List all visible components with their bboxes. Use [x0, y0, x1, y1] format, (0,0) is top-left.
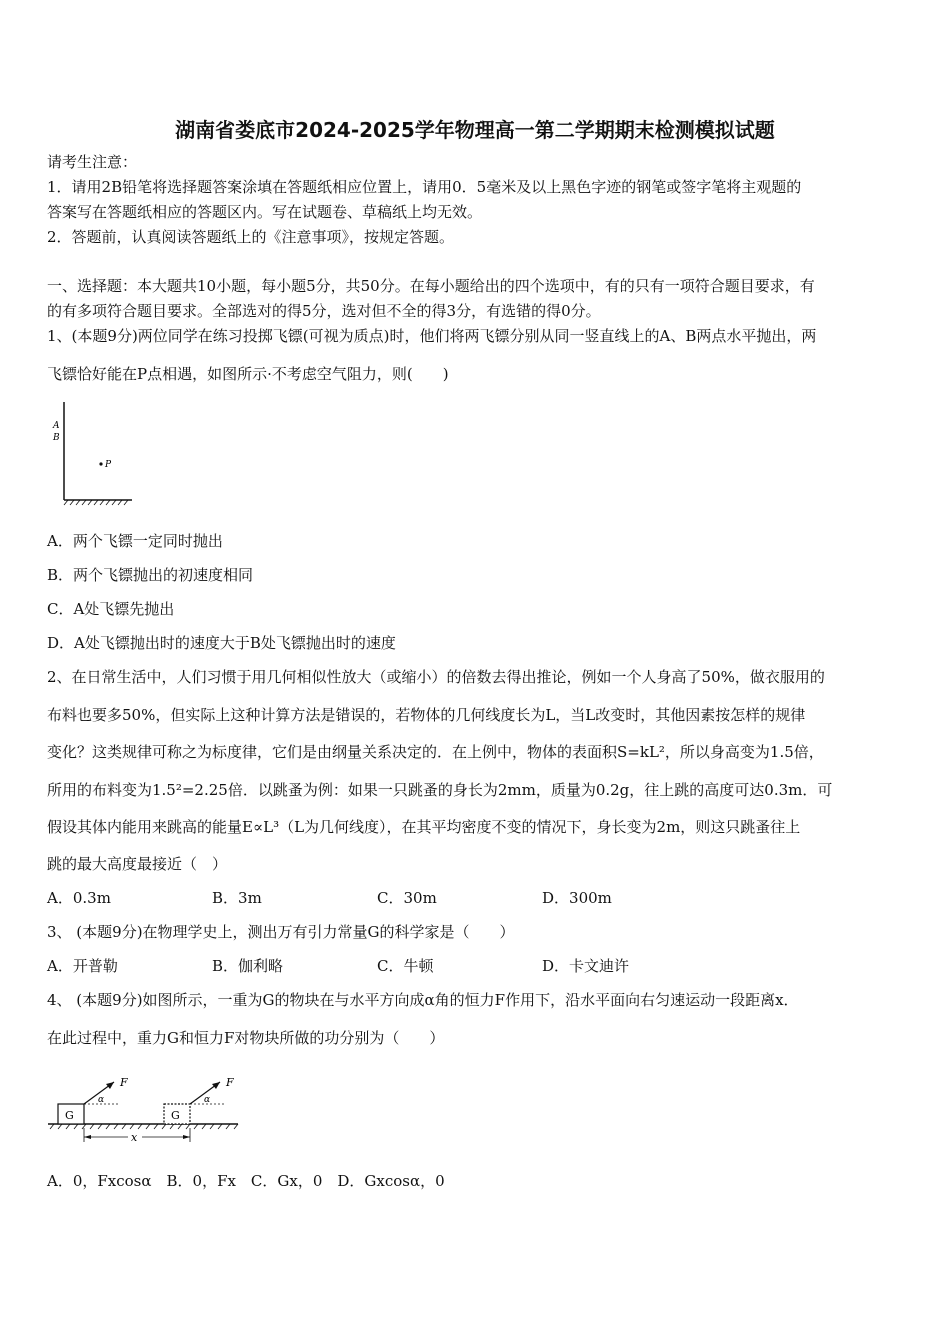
displacement-label: x	[131, 1131, 138, 1144]
q2-line-3: 变化？这类规律可称之为标度律，它们是由纲量关系决定的．在上例中，物体的表面积S=kL²，所以身高变为1.5倍，	[47, 743, 824, 761]
q1-line-2: 飞镖恰好能在P点相遇，如图所示·不考虑空气阻力，则( )	[47, 365, 449, 383]
q2-option-c: C．30m	[377, 889, 437, 907]
force-label-2: F	[226, 1076, 234, 1089]
point-p	[99, 462, 102, 465]
notice-heading: 请考生注意：	[47, 153, 138, 171]
q2-option-a: A．0.3m	[47, 889, 111, 907]
point-b-label: B	[53, 433, 60, 443]
q1-option-b: B．两个飞镖抛出的初速度相同	[47, 566, 254, 584]
q3-option-b: B．伽利略	[212, 957, 284, 975]
q1-line-1: 1、(本题9分)两位同学在练习投掷飞镖(可视为质点)时，他们将两飞镖分别从同一竖直线上的A、B两点水平抛出，两	[47, 327, 817, 345]
point-p-label: P	[105, 460, 112, 470]
q2-line-2: 布料也要多50%，但实际上这种计算方法是错误的，若物体的几何线度长为L，当L改变时，其他因素按怎样的规律	[47, 706, 806, 724]
q2-line-4: 所用的布料变为1.5²=2.25倍．以跳蚤为例：如果一只跳蚤的身长为2mm，质量为0.2g，往上跳的高度可达0.3m．可	[47, 781, 833, 799]
q2-option-d: D．300m	[542, 889, 612, 907]
point-a-label: A	[53, 421, 60, 431]
section-1-line-1: 一、选择题：本大题共10小题，每小题5分，共50分。在每小题给出的四个选项中，有的只有一项符合题目要求，有	[47, 277, 815, 295]
q3-option-a: A．开普勒	[47, 957, 118, 975]
angle-label-1: α	[98, 1095, 105, 1105]
force-label-1: F	[120, 1076, 128, 1089]
q4-line-1: 4、 (本题9分)如图所示，一重为G的物块在与水平方向成α角的恒力F作用下，沿水平面向右匀速运动一段距离x．	[47, 991, 799, 1009]
notice-item-1-line-1: 1．请用2B铅笔将选择题答案涂填在答题纸相应位置上，请用0．5毫米及以上黑色字迹的钢笔或签字笔将主观题的	[47, 178, 802, 196]
q1-option-d: D．A处飞镖抛出时的速度大于B处飞镖抛出时的速度	[47, 634, 396, 652]
q2-line-1: 2、在日常生活中，人们习惯于用几何相似性放大（或缩小）的倍数去得出推论，例如一个人身高了50%，做衣服用的	[47, 668, 825, 686]
q2-line-6: 跳的最大高度最接近（ ）	[47, 855, 228, 873]
q2-line-5: 假设其体内能用来跳高的能量E∝L³（L为几何线度），在其平均密度不变的情况下，身长变为2m，则这只跳蚤往上	[47, 818, 801, 836]
q2-option-b: B．3m	[212, 889, 262, 907]
notice-item-2: 2．答题前，认真阅读答题纸上的《注意事项》，按规定答题。	[47, 228, 455, 246]
q1-option-a: A．两个飞镖一定同时抛出	[47, 532, 223, 550]
q3-line-1: 3、 (本题9分)在物理学史上，测出万有引力常量G的科学家是（ ）	[47, 923, 515, 941]
section-1-line-2: 的有多项符合题目要求。全部选对的得5分，选对但不全的得3分，有选错的得0分。	[47, 302, 601, 320]
q4-line-2: 在此过程中，重力G和恒力F对物块所做的功分别为（ ）	[47, 1029, 445, 1047]
page-title: 湖南省娄底市2024-2025学年物理高一第二学期期末检测模拟试题	[175, 118, 775, 142]
q1-figure	[50, 400, 140, 510]
block-end-label: G	[171, 1109, 180, 1122]
q4-figure	[48, 1068, 248, 1148]
q3-option-d: D．卡文迪许	[542, 957, 630, 975]
q1-option-c: C．A处飞镖先抛出	[47, 600, 175, 618]
q3-option-c: C．牛顿	[377, 957, 434, 975]
q4-options: A．0，Fxcosα B．0，Fx C．Gx，0 D．Gxcosα，0	[47, 1172, 445, 1190]
notice-item-1-line-2: 答案写在答题纸相应的答题区内。写在试题卷、草稿纸上均无效。	[47, 203, 483, 221]
angle-label-2: α	[204, 1095, 211, 1105]
block-start-label: G	[65, 1109, 74, 1122]
